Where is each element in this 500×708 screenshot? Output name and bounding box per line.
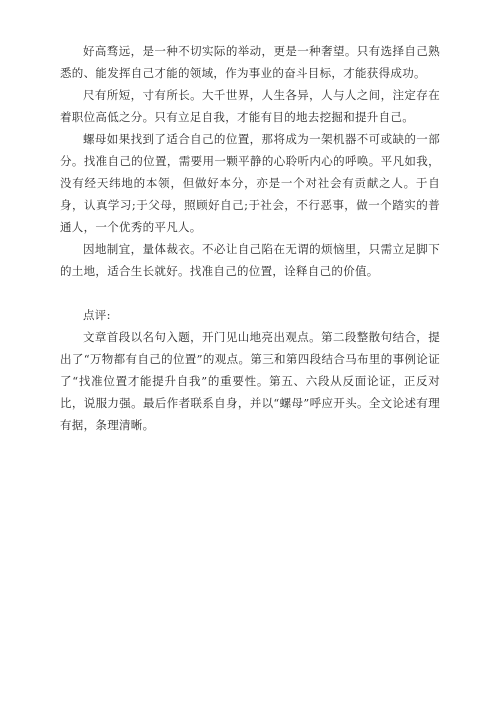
document-page <box>60 40 440 436</box>
article-paragraph-2: 尺有所短，寸有所长。大千世界，人生各异，人与人之间，注定存在着职位高低之分。只有立足自我，才能有目的地去挖掘和提升自己。 <box>60 88 440 124</box>
section-gap <box>60 282 440 304</box>
article-paragraph-1: 好高骛远，是一种不切实际的举动，更是一种奢望。只有选择自己熟悉的、能发挥自己才能的领域，作为事业的奋斗目标，才能获得成功。 <box>60 44 440 80</box>
comment-text: 文章首段以名句入题，开门见山地亮出观点。第二段整散句结合，提出了“万物都有自己的位置”的观点。第三和第四段结合马布里的事例论证了“找准位置才能提升自我”的重要性。第五、六段从反面论证，正反对比，说服力强。最后作者联系自身，并以“螺母”呼应开头。全文论述有理有据，条理清晰。 <box>60 330 440 432</box>
article-paragraph-3: 螺母如果找到了适合自己的位置，那将成为一架机器不可或缺的一部分。找准自己的位置，需要用一颗平静的心聆听内心的呼唤。平凡如我，没有经天纬地的本领，但做好本分，亦是一个对社会有贡献之人。于自身，认真学习;于父母，照顾好自己;于社会，不行恶事，做一个踏实的普通人，一个优秀的平凡人。 <box>60 132 440 234</box>
comment-label: 点评: <box>83 308 111 322</box>
article-paragraph-4: 因地制宜，量体裁衣。不必让自己陷在无谓的烦恼里，只需立足脚下的土地，适合生长就好。找准自己的位置，诠释自己的价值。 <box>60 242 440 278</box>
